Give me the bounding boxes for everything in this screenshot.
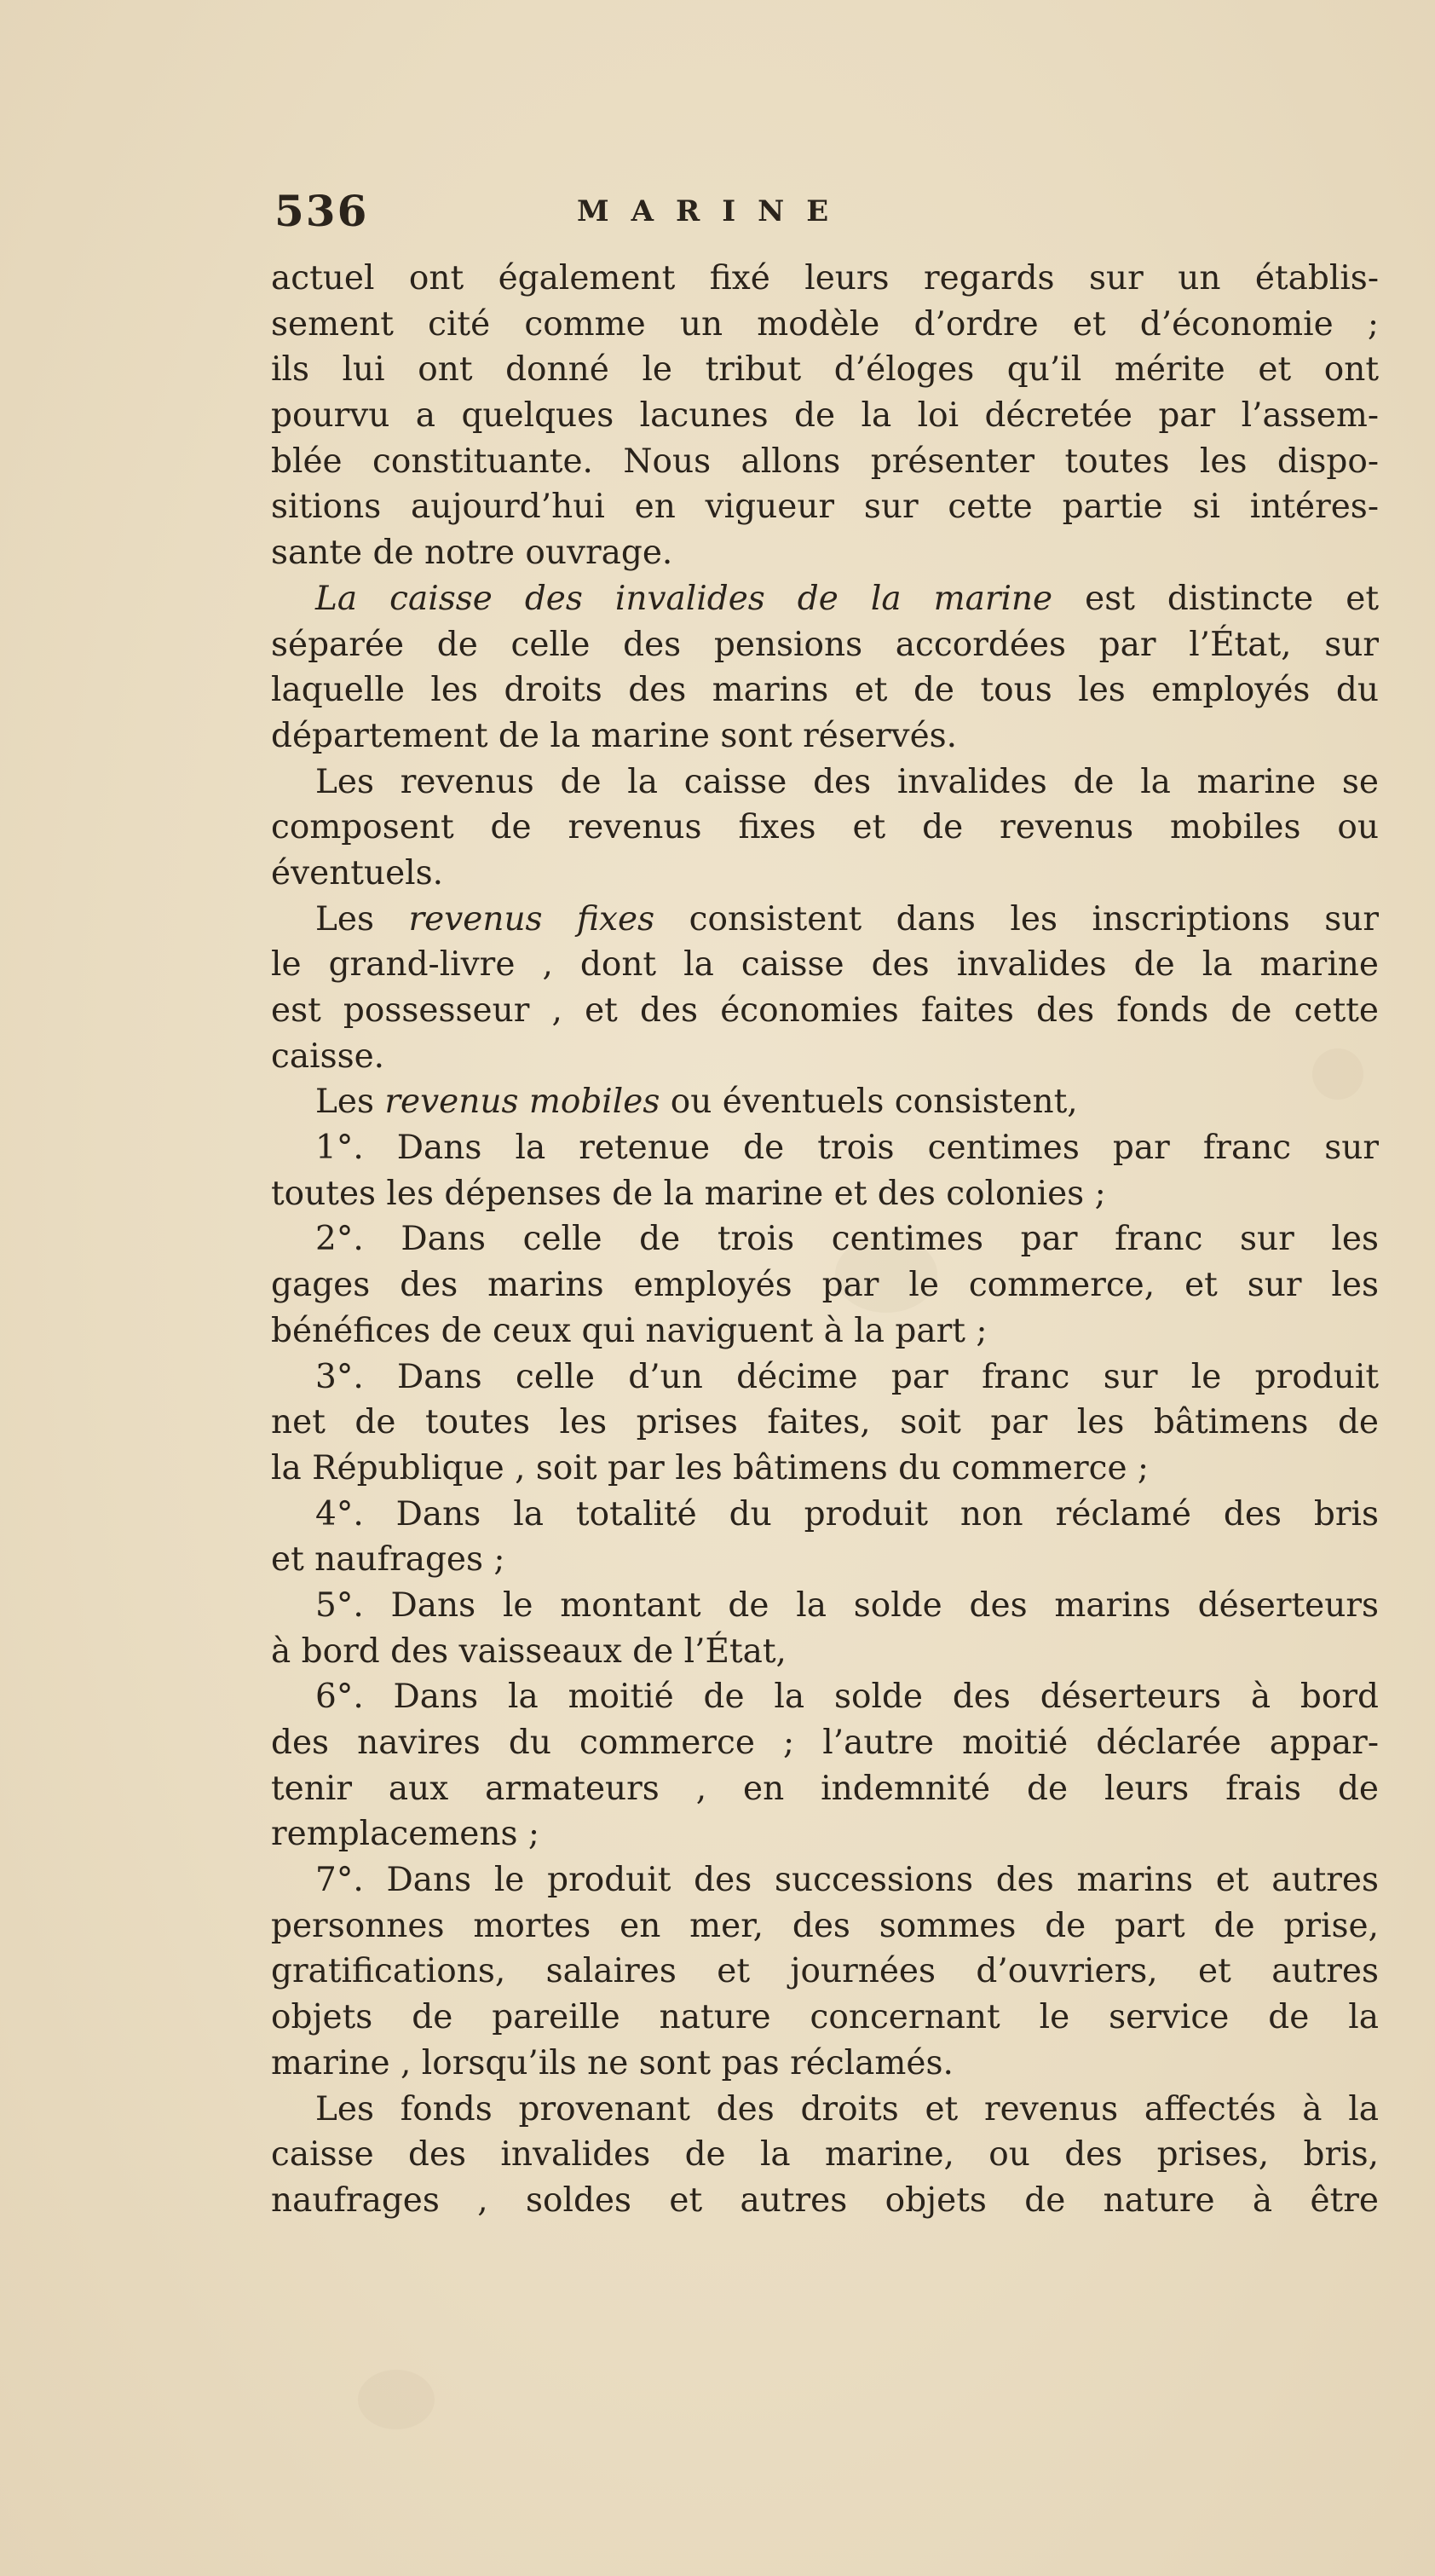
italic-term: revenus mobiles <box>384 1083 660 1122</box>
text-line <box>271 530 1379 576</box>
text-line <box>271 805 1379 851</box>
text-segment: gratifications, salaires et journées d’ouvriers, et autres <box>271 1952 1379 1991</box>
text-segment: à bord des vaisseaux de l’État, <box>271 1632 787 1671</box>
text-line <box>271 393 1379 439</box>
text-line <box>271 1308 1379 1354</box>
text-line <box>271 576 1379 622</box>
text-segment: est possesseur , et des économies faites des fonds de cette <box>271 991 1379 1030</box>
text-segment: 7°. Dans le produit des successions des marins et autres <box>315 1861 1379 1900</box>
text-line <box>271 1857 1379 1903</box>
text-segment: objets de pareille nature concernant le service de la <box>271 1998 1379 2037</box>
text-segment: est distincte et <box>1052 579 1379 618</box>
text-segment: consistent dans les inscriptions sur <box>654 899 1379 939</box>
text-segment: personnes mortes en mer, des sommes de part de prise, <box>271 1906 1379 1945</box>
text-line <box>271 1674 1379 1720</box>
text-line <box>271 1811 1379 1857</box>
text-line <box>271 1262 1379 1308</box>
text-line <box>271 2041 1379 2087</box>
italic-term: La caisse des invalides de la marine <box>315 579 1053 618</box>
text-segment: sitions aujourd’hui en vigueur sur cette partie si intéres- <box>271 488 1379 527</box>
text-line <box>271 1949 1379 1995</box>
text-segment: et naufrages ; <box>271 1540 505 1580</box>
text-line <box>271 1216 1379 1262</box>
text-segment: toutes les dépenses de la marine et des colonies ; <box>271 1174 1106 1213</box>
page-header <box>274 186 1382 245</box>
text-segment: pourvu a quelques lacunes de la loi décretée par l’assem- <box>271 396 1379 436</box>
text-line <box>271 1583 1379 1629</box>
text-line <box>271 1995 1379 2041</box>
body-text <box>271 256 1379 2224</box>
text-segment: Les <box>315 1083 385 1122</box>
text-segment: 2°. Dans celle de trois centimes par franc sur les <box>315 1220 1379 1259</box>
text-segment: sement cité comme un modèle d’ordre et d’économie ; <box>271 304 1379 344</box>
text-line <box>271 484 1379 530</box>
text-segment: 1°. Dans la retenue de trois centimes par franc sur <box>315 1129 1379 1168</box>
text-line <box>271 760 1379 806</box>
text-line <box>271 2178 1379 2224</box>
text-line <box>271 347 1379 393</box>
text-line <box>271 1903 1379 1949</box>
text-segment: ou éventuels consistent, <box>660 1083 1078 1122</box>
text-line <box>271 1629 1379 1675</box>
text-segment: actuel ont également fixé leurs regards sur un établis- <box>271 259 1379 297</box>
italic-term: revenus fixes <box>408 899 655 939</box>
text-segment: 5°. Dans le montant de la solde des marins déserteurs <box>315 1585 1379 1625</box>
text-segment: département de la marine sont réservés. <box>271 716 958 755</box>
text-line <box>271 1354 1379 1401</box>
text-segment: caisse. <box>271 1037 385 1076</box>
text-line <box>271 1537 1379 1583</box>
text-line <box>271 851 1379 897</box>
text-segment: gages des marins employés par le commerce, et sur les <box>271 1266 1379 1305</box>
text-line <box>271 897 1379 943</box>
text-segment: des navires du commerce ; l’autre moitié déclarée appar- <box>271 1724 1379 1762</box>
text-segment: 6°. Dans la moitié de la solde des déserteurs à bord <box>315 1678 1379 1717</box>
text-line <box>271 1492 1379 1538</box>
text-segment: marine , lorsqu’ils ne sont pas réclamés. <box>271 2043 954 2082</box>
text-line <box>271 1034 1379 1080</box>
text-segment: laquelle les droits des marins et de tous les employés du <box>271 671 1379 710</box>
text-segment: 3°. Dans celle d’un décime par franc sur le produit <box>315 1357 1379 1396</box>
text-line <box>271 1400 1379 1446</box>
text-segment: 4°. Dans la totalité du produit non réclamé des bris <box>315 1494 1379 1533</box>
text-line <box>271 988 1379 1034</box>
text-line <box>271 1446 1379 1492</box>
text-line <box>271 439 1379 485</box>
text-segment: bénéfices de ceux qui naviguent à la part ; <box>271 1311 988 1350</box>
text-segment: sante de notre ouvrage. <box>271 534 673 573</box>
text-segment: le grand-livre , dont la caisse des invalides de la marine <box>271 945 1379 985</box>
text-line <box>271 2087 1379 2133</box>
text-segment: Les revenus de la caisse des invalides de la marine se <box>315 762 1379 801</box>
text-line <box>271 1125 1379 1171</box>
text-segment: net de toutes les prises faites, soit par les bâtimens de <box>271 1403 1379 1442</box>
paper-stain <box>358 2370 435 2429</box>
text-segment: ils lui ont donné le tribut d’éloges qu’il mérite et ont <box>271 350 1379 390</box>
text-segment: Les <box>315 899 409 939</box>
text-line <box>271 942 1379 988</box>
page-number: 536 <box>274 186 369 236</box>
text-segment: blée constituante. Nous allons présenter toutes les dispo- <box>271 442 1379 481</box>
text-segment: caisse des invalides de la marine, ou des prises, bris, <box>271 2135 1379 2175</box>
text-segment: naufrages , soldes et autres objets de nature à être <box>271 2180 1379 2220</box>
running-head: MARINE <box>577 194 851 228</box>
text-line <box>271 1171 1379 1217</box>
text-segment: séparée de celle des pensions accordées par l’État, sur <box>271 625 1379 664</box>
text-segment: remplacemens ; <box>271 1815 540 1854</box>
text-line <box>271 713 1379 760</box>
text-line <box>271 2132 1379 2178</box>
text-segment: composent de revenus fixes et de revenus mobiles ou <box>271 808 1379 847</box>
text-segment: tenir aux armateurs , en indemnité de leurs frais de <box>271 1769 1379 1808</box>
text-line <box>271 1079 1379 1125</box>
text-segment: la République , soit par les bâtimens du commerce ; <box>271 1448 1150 1487</box>
text-line <box>271 1720 1379 1766</box>
text-line <box>271 302 1379 348</box>
text-line <box>271 622 1379 668</box>
text-segment: Les fonds provenant des droits et revenus affectés à la <box>315 2089 1379 2128</box>
text-line <box>271 1766 1379 1812</box>
text-line <box>271 667 1379 713</box>
text-line <box>271 256 1379 302</box>
text-segment: éventuels. <box>271 853 444 892</box>
